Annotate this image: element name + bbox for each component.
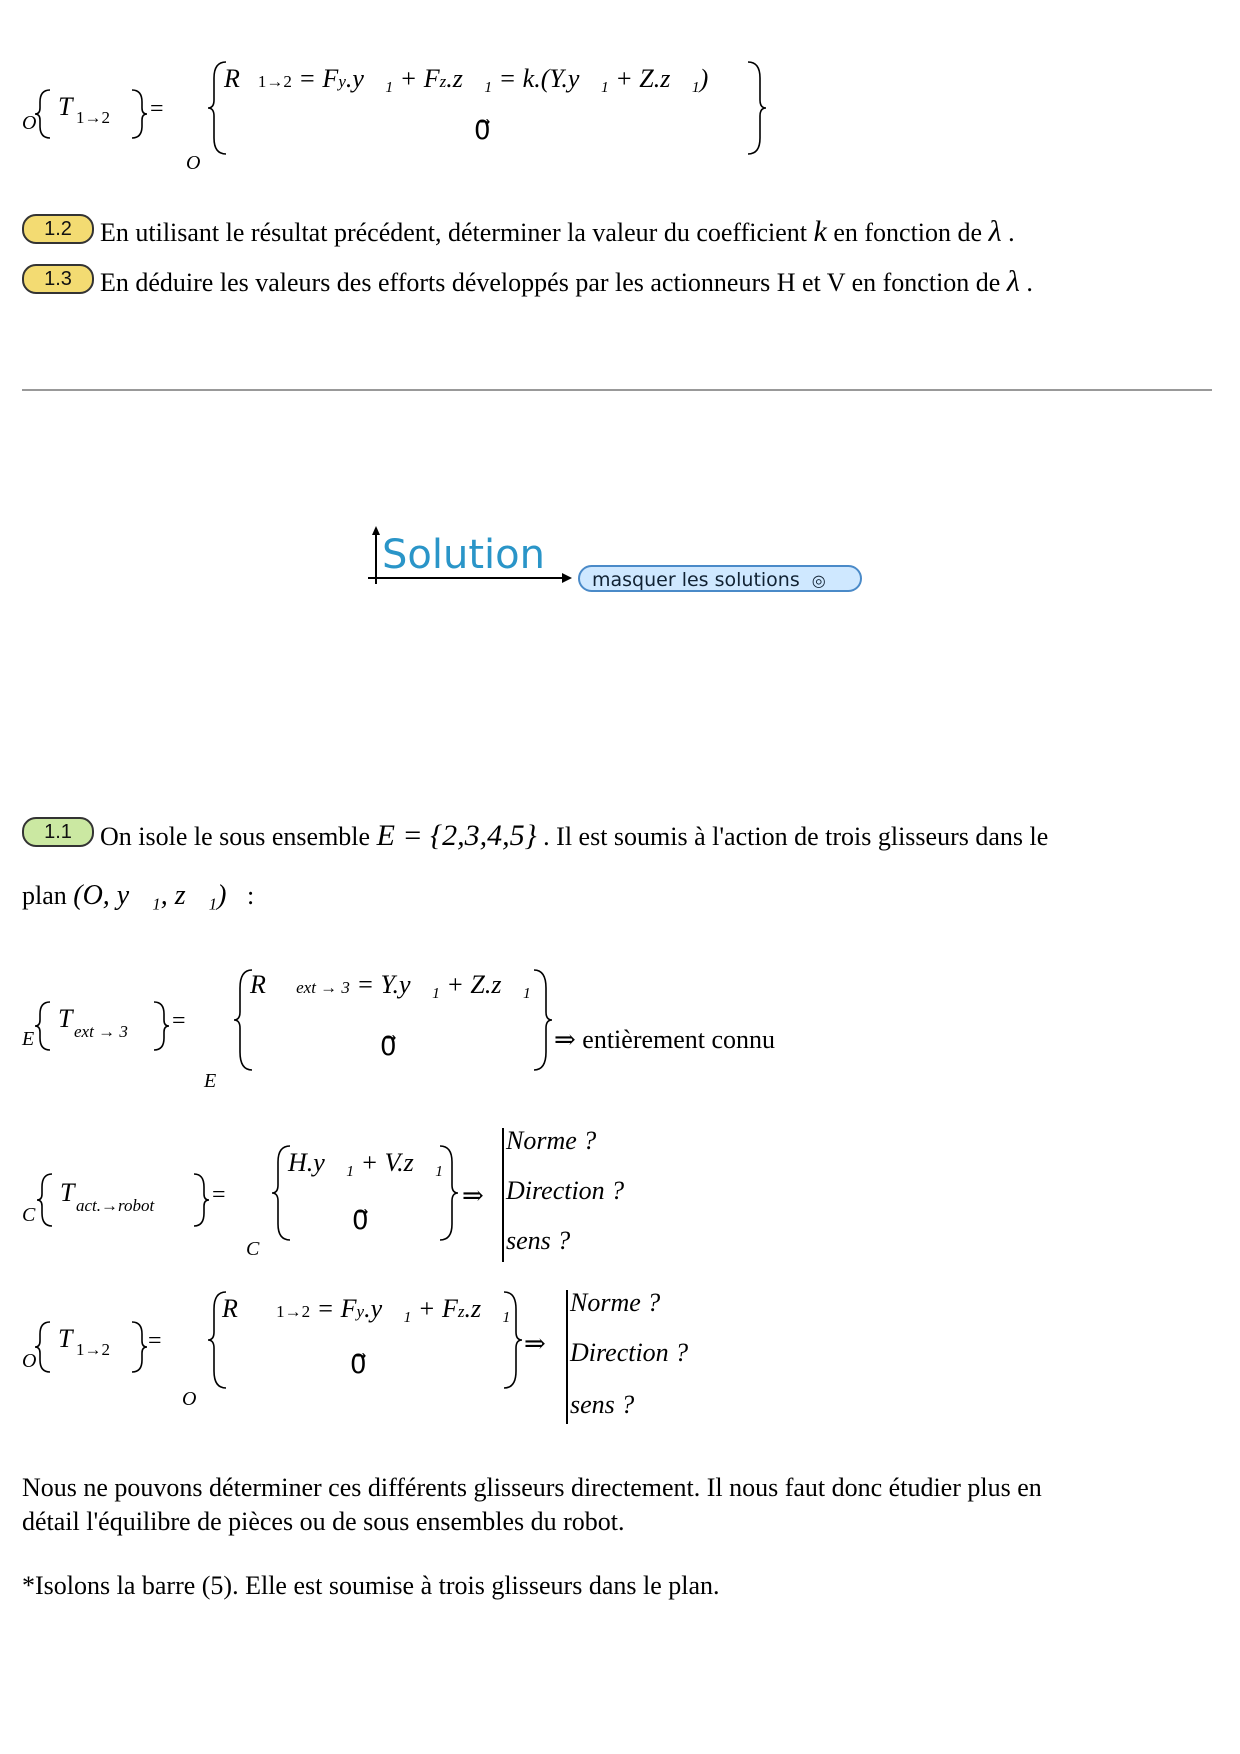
hide-solutions-label: masquer les solutions [592,569,800,591]
line1-mid: .y⃗₁ + F [364,1294,458,1323]
symbol-lambda: λ [1006,265,1020,298]
props-bar [502,1128,504,1262]
brace-left [36,1172,56,1228]
symbol-k: k [813,215,827,248]
question-text: En utilisant le résultat précédent, déterminer la valeur du coefficient [100,218,808,247]
line1 [224,64,708,94]
equals: = [150,96,164,122]
line1-tail: .z⃗₁ = k.(Y.y⃗₁ + Z.z⃗₁) [446,64,709,93]
props-bar [566,1290,568,1424]
vec-r: R⃗ [222,1294,259,1323]
line2: 0⃗ [380,1032,397,1061]
brace-right [150,1000,170,1052]
torsor-sub: 1→2 [76,1340,110,1359]
prop-direction: Direction ? [570,1338,689,1367]
torsor-point: E [22,1028,35,1050]
question-mid: en fonction de [833,218,983,247]
answer-intro: On isole le sous ensemble [100,822,371,851]
line1-expr: = F [316,1294,357,1323]
plan-word: plan [22,881,67,910]
paragraph-isolate: *Isolons la barre (5). Elle est soumise à trois glisseurs dans le plan. [22,1571,720,1600]
torsor-name: T [58,92,73,121]
question-badge[interactable]: 1.2 [22,214,94,244]
torsor-point: O [22,112,37,134]
brace-right [128,88,148,140]
line1 [250,970,531,1000]
torsor-below: O [186,152,201,174]
equals: = [212,1182,226,1208]
torsor-below: C [246,1238,260,1260]
prop-norme: Norme ? [506,1126,597,1155]
eye-icon: ◎ [811,571,826,590]
brace-left [34,1320,54,1374]
line1-terms: .y⃗₁ + F [345,64,440,93]
line1-sub: 1→2 [257,72,292,91]
big-brace-right [500,1290,524,1390]
hide-solutions-button[interactable] [578,565,862,592]
torsor-point: C [22,1204,36,1226]
paragraph-line-2: détail l'équilibre de pièces ou de sous ensembles du robot. [22,1507,625,1536]
symbol-lambda: λ [988,215,1002,248]
torsor-point: O [22,1350,37,1372]
implies-arrow: ⇒ [524,1329,546,1358]
equals: = [172,1008,186,1034]
line1-sub: ext → 3 [296,978,350,997]
question-end: . [1026,268,1033,297]
vec-r: R [224,64,240,93]
line1 [222,1294,510,1324]
line1-y: y [356,1302,365,1321]
torsor-below: E [204,1070,217,1092]
line2: 0⃗ [352,1206,369,1235]
brace-left [34,88,54,140]
line2: 0⃗ [474,116,491,145]
torsor-name: T [58,1004,73,1033]
prop-sens: sens ? [570,1390,635,1419]
set-expr: E = {2,3,4,5} [376,819,537,852]
torsor-sub: 1→2 [76,108,110,127]
big-brace-right [436,1144,460,1242]
line1-y: y [338,72,346,91]
line2: 0⃗ [350,1350,367,1379]
torsor-name: T [60,1178,75,1207]
plan-expr: (O, y⃗₁, z⃗₁) [73,880,227,911]
separator [22,389,1212,391]
prop-direction: Direction ? [506,1176,625,1205]
answer-badge[interactable]: 1.1 [22,817,94,847]
paragraph-line-1: Nous ne pouvons déterminer ces différents glisseurs directement. Il nous faut donc étudier plus en [22,1473,1042,1502]
line1-sub: 1→2 [276,1302,311,1321]
question-badge[interactable]: 1.3 [22,264,94,294]
line1-expr: H.y⃗₁ + V.z⃗₁ [288,1148,444,1177]
brace-left [34,1000,54,1052]
line1-expr: = F [298,64,339,93]
answer-intro-tail: . Il est soumis à l'action de trois glisseurs dans le [543,822,1049,851]
equals: = [148,1328,162,1354]
line1-end: .z⃗₁ [464,1294,511,1323]
big-brace-right [530,968,554,1072]
prop-norme: Norme ? [570,1288,661,1317]
question-text: En déduire les valeurs des efforts développés par les actionneurs H et V en fonction de [100,268,1001,297]
torsor-below: O [182,1388,197,1410]
vec-r: R⃗ [250,970,287,999]
implies-arrow: ⇒ [462,1181,484,1210]
line1-z: z [457,1302,465,1321]
torsor-sub: act.→robot [76,1196,155,1215]
brace-right [128,1320,148,1374]
question-1-2 [100,216,1015,249]
question-end: . [1008,218,1015,247]
plan-tail: : [247,881,255,910]
torsor-name: T [58,1324,73,1353]
answer-plan-line [22,880,254,912]
line1-expr: = Y.y⃗₁ + Z.z⃗₁ [356,970,531,999]
prop-sens: sens ? [506,1226,571,1255]
line1-z: z [439,72,447,91]
question-1-3 [100,266,1033,299]
brace-right [190,1172,210,1228]
solution-title: Solution [382,532,545,578]
torsor-sub: ext → 3 [74,1022,128,1041]
big-brace-right [744,60,768,156]
conclusion: ⇒ entièrement connu [554,1025,776,1054]
answer-intro-line [100,820,1048,853]
